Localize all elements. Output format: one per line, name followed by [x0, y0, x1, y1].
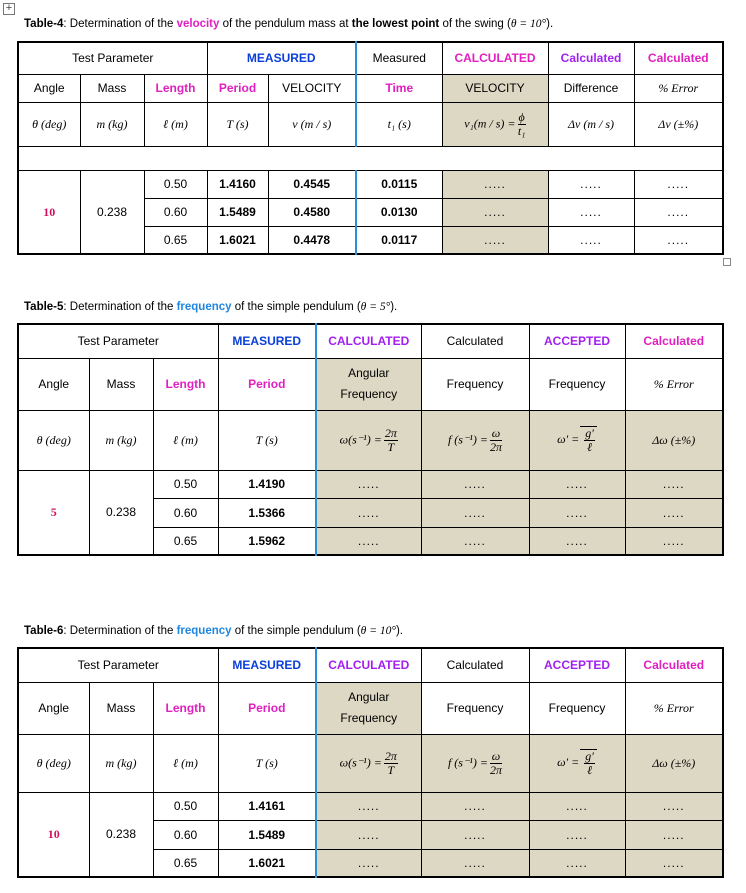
velocity-value: 0.4545	[268, 170, 356, 198]
calc-velocity-cell[interactable]: .....	[442, 198, 548, 226]
unit-accepted-formula	[529, 734, 625, 792]
time-value: 0.0117	[356, 226, 442, 254]
header-length: Length	[153, 682, 218, 734]
caption-text: : Determination of the	[63, 301, 177, 313]
length-value: 0.50	[153, 470, 218, 498]
header-angle: Angle	[18, 358, 89, 410]
unit-period: T (s)	[218, 734, 316, 792]
unit-accepted-formula	[529, 410, 625, 470]
accepted-cell[interactable]: .....	[529, 849, 625, 877]
spacer-row	[18, 146, 723, 170]
length-value: 0.60	[153, 498, 218, 527]
formula-num: g′	[585, 749, 594, 763]
period-value: 1.6021	[207, 226, 268, 254]
period-value: 1.5366	[218, 498, 316, 527]
length-value: 0.50	[144, 170, 207, 198]
formula-den: 2π	[490, 439, 503, 454]
header-angle: Angle	[18, 74, 80, 102]
period-value: 1.4160	[207, 170, 268, 198]
caption-text: of the simple pendulum (	[231, 301, 361, 313]
error-cell[interactable]: .....	[625, 498, 723, 527]
table5-caption	[24, 301, 397, 313]
frequency-cell[interactable]: .....	[421, 498, 529, 527]
error-cell[interactable]: .....	[625, 792, 723, 820]
group-calculated-freq: Calculated	[421, 324, 529, 358]
accepted-cell[interactable]: .....	[529, 820, 625, 849]
caption-text: ).	[390, 301, 398, 313]
table5	[17, 323, 724, 556]
formula-num: ϕ	[518, 109, 525, 124]
time-value: 0.0130	[356, 198, 442, 226]
length-value: 0.50	[153, 792, 218, 820]
caption-bold: the lowest point	[351, 18, 440, 30]
header-accepted-frequency: Frequency	[529, 682, 625, 734]
unit-mass: m (kg)	[80, 102, 144, 146]
header-percent-error: % Error	[625, 682, 723, 734]
table6-caption-prefix: Table-6	[24, 625, 64, 637]
formula-fraction	[384, 427, 398, 454]
omega-cell[interactable]: .....	[316, 792, 421, 820]
header-mass: Mass	[89, 682, 153, 734]
group-test-parameter: Test Parameter	[18, 42, 207, 74]
frequency-cell[interactable]: .....	[421, 527, 529, 555]
mass-value: 0.238	[89, 792, 153, 877]
header-angle: Angle	[18, 682, 89, 734]
unit-period: T (s)	[207, 102, 268, 146]
formula-lhs: ω′ =	[557, 431, 580, 446]
caption-text: ).	[546, 18, 554, 30]
header-period: Period	[218, 682, 316, 734]
header-angular-frequency	[316, 358, 421, 410]
header-period: Period	[218, 358, 316, 410]
caption-highlight: velocity	[176, 18, 220, 30]
formula-den: T	[387, 439, 395, 454]
header-angular-frequency	[316, 682, 421, 734]
length-value: 0.65	[153, 527, 218, 555]
formula-den: t₁	[517, 123, 526, 138]
header-time: Time	[356, 74, 442, 102]
caption-text: : Determination of the	[63, 18, 177, 30]
header-frequency: Frequency	[421, 682, 529, 734]
formula-num: 2π	[384, 748, 397, 763]
formula-fraction	[384, 750, 398, 777]
header-percent-error: % Error	[634, 74, 723, 102]
unit-error: Δω (±%)	[625, 410, 723, 470]
frequency-cell[interactable]: .....	[421, 470, 529, 498]
error-cell[interactable]: .....	[634, 226, 723, 254]
header-angular: Angular	[348, 366, 390, 380]
unit-error: Δω (±%)	[625, 734, 723, 792]
table4	[17, 41, 724, 255]
formula-lhs: f (s⁻¹) =	[447, 431, 488, 446]
formula-fraction	[518, 111, 526, 138]
table5-caption-prefix: Table-5	[24, 301, 64, 313]
caption-text: ).	[395, 625, 403, 637]
group-test-parameter: Test Parameter	[18, 648, 218, 682]
formula-num: ω	[491, 425, 501, 440]
header-calc-velocity: VELOCITY	[442, 74, 548, 102]
period-value: 1.5962	[218, 527, 316, 555]
header-mass: Mass	[80, 74, 144, 102]
unit-length: ℓ (m)	[153, 734, 218, 792]
caption-text: of the swing (	[439, 18, 511, 30]
omega-cell[interactable]: .....	[316, 470, 421, 498]
error-cell[interactable]: .....	[634, 198, 723, 226]
angle-value: 5	[18, 470, 89, 555]
frequency-cell[interactable]: .....	[421, 849, 529, 877]
omega-cell[interactable]: .....	[316, 820, 421, 849]
caption-text: of the simple pendulum (	[231, 625, 361, 637]
group-accepted: ACCEPTED	[529, 648, 625, 682]
table6-caption	[24, 625, 403, 637]
mass-value: 0.238	[80, 170, 144, 254]
formula-num: ω	[491, 748, 501, 763]
formula-lhs: ω(s⁻¹) =	[339, 431, 382, 446]
error-cell[interactable]: .....	[634, 170, 723, 198]
header-frequency: Frequency	[421, 358, 529, 410]
group-measured: MEASURED	[207, 42, 356, 74]
unit-length: ℓ (m)	[144, 102, 207, 146]
omega-cell[interactable]: .....	[316, 849, 421, 877]
sqrt-icon	[580, 426, 597, 454]
formula-lhs: v₁(m / s) =	[464, 115, 516, 130]
table-row	[18, 470, 723, 498]
length-value: 0.65	[153, 849, 218, 877]
accepted-cell[interactable]: .....	[529, 498, 625, 527]
group-accepted: ACCEPTED	[529, 324, 625, 358]
unit-calc-velocity-formula	[442, 102, 548, 146]
unit-omega-formula	[316, 410, 421, 470]
omega-cell[interactable]: .....	[316, 498, 421, 527]
formula-lhs: f (s⁻¹) =	[447, 754, 488, 769]
unit-angle: θ (deg)	[18, 102, 80, 146]
difference-cell[interactable]: .....	[548, 226, 634, 254]
group-calculated: CALCULATED	[316, 648, 421, 682]
header-difference: Difference	[548, 74, 634, 102]
frequency-cell[interactable]: .....	[421, 820, 529, 849]
table4-caption-prefix: Table-4	[24, 18, 64, 30]
group-measured: MEASURED	[218, 648, 316, 682]
caption-theta: θ = 5°	[360, 301, 391, 313]
length-value: 0.60	[144, 198, 207, 226]
unit-time: t₁ (s)	[356, 102, 442, 146]
table4-caption	[24, 18, 553, 30]
group-calculated-error: Calculated	[625, 324, 723, 358]
group-test-parameter: Test Parameter	[18, 324, 218, 358]
group-measured-time: Measured	[356, 42, 442, 74]
table-resize-handle-icon[interactable]	[723, 258, 731, 266]
group-calculated: CALCULATED	[442, 42, 548, 74]
formula-den: ℓ	[587, 763, 593, 777]
table-row	[18, 792, 723, 820]
unit-period: T (s)	[218, 410, 316, 470]
caption-theta: θ = 10°	[360, 625, 396, 637]
group-calculated-diff: Calculated	[548, 42, 634, 74]
formula-den: 2π	[490, 762, 503, 777]
sqrt-icon	[580, 749, 597, 777]
header-length: Length	[153, 358, 218, 410]
caption-text: of the pendulum mass at	[219, 18, 352, 30]
difference-cell[interactable]: .....	[548, 170, 634, 198]
table6	[17, 647, 724, 878]
formula-fraction	[490, 427, 502, 454]
table-row	[18, 170, 723, 198]
angle-value: 10	[18, 792, 89, 877]
formula-fraction	[584, 750, 595, 777]
formula-num: 2π	[384, 425, 397, 440]
formula-lhs: ω′ =	[557, 754, 580, 769]
time-value: 0.0115	[356, 170, 442, 198]
unit-difference: Δv (m / s)	[548, 102, 634, 146]
period-value: 1.5489	[207, 198, 268, 226]
caption-highlight: frequency	[176, 301, 232, 313]
header-velocity: VELOCITY	[268, 74, 356, 102]
unit-omega-formula	[316, 734, 421, 792]
velocity-value: 0.4478	[268, 226, 356, 254]
error-cell[interactable]: .....	[625, 527, 723, 555]
formula-fraction	[490, 750, 502, 777]
unit-frequency-formula	[421, 410, 529, 470]
header-percent-error: % Error	[625, 358, 723, 410]
formula-den: ℓ	[587, 440, 593, 454]
formula-lhs: ω(s⁻¹) =	[339, 754, 382, 769]
unit-length: ℓ (m)	[153, 410, 218, 470]
period-value: 1.4161	[218, 792, 316, 820]
unit-error: Δv (±%)	[634, 102, 723, 146]
header-angular-freq: Frequency	[340, 387, 398, 401]
group-calculated-freq: Calculated	[421, 648, 529, 682]
period-value: 1.4190	[218, 470, 316, 498]
angle-value: 10	[18, 170, 80, 254]
table-move-handle-icon[interactable]: +	[3, 3, 15, 15]
accepted-cell[interactable]: .....	[529, 792, 625, 820]
frequency-cell[interactable]: .....	[421, 792, 529, 820]
unit-angle: θ (deg)	[18, 410, 89, 470]
unit-frequency-formula	[421, 734, 529, 792]
group-calculated: CALCULATED	[316, 324, 421, 358]
header-period: Period	[207, 74, 268, 102]
header-angular-freq: Frequency	[340, 711, 398, 725]
header-accepted-frequency: Frequency	[529, 358, 625, 410]
period-value: 1.5489	[218, 820, 316, 849]
accepted-cell[interactable]: .....	[529, 470, 625, 498]
header-length: Length	[144, 74, 207, 102]
calc-velocity-cell[interactable]: .....	[442, 226, 548, 254]
mass-value: 0.238	[89, 470, 153, 555]
period-value: 1.6021	[218, 849, 316, 877]
group-calculated-error: Calculated	[634, 42, 723, 74]
length-value: 0.65	[144, 226, 207, 254]
error-cell[interactable]: .....	[625, 470, 723, 498]
unit-velocity: v (m / s)	[268, 102, 356, 146]
accepted-cell[interactable]: .....	[529, 527, 625, 555]
caption-highlight: frequency	[176, 625, 232, 637]
formula-den: T	[387, 762, 395, 777]
error-cell[interactable]: .....	[625, 849, 723, 877]
formula-num: g′	[585, 426, 594, 440]
unit-mass: m (kg)	[89, 410, 153, 470]
group-measured: MEASURED	[218, 324, 316, 358]
difference-cell[interactable]: .....	[548, 198, 634, 226]
caption-text: : Determination of the	[63, 625, 177, 637]
calc-velocity-cell[interactable]: .....	[442, 170, 548, 198]
header-mass: Mass	[89, 358, 153, 410]
formula-fraction	[584, 427, 595, 454]
velocity-value: 0.4580	[268, 198, 356, 226]
header-angular: Angular	[348, 690, 390, 704]
omega-cell[interactable]: .....	[316, 527, 421, 555]
unit-mass: m (kg)	[89, 734, 153, 792]
caption-theta: θ = 10°	[510, 18, 547, 30]
error-cell[interactable]: .....	[625, 820, 723, 849]
length-value: 0.60	[153, 820, 218, 849]
group-calculated-error: Calculated	[625, 648, 723, 682]
unit-angle: θ (deg)	[18, 734, 89, 792]
